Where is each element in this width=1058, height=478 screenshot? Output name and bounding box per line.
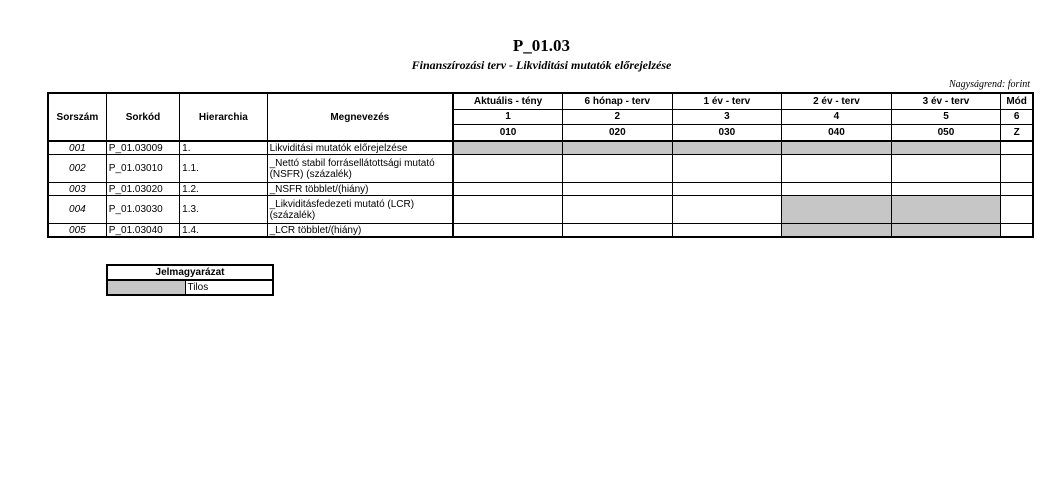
row-sorszam: 004 bbox=[48, 196, 106, 224]
input-cell[interactable] bbox=[453, 155, 563, 183]
input-cell[interactable] bbox=[782, 155, 892, 183]
unit-label: Nagyságrend: forint bbox=[948, 79, 1030, 90]
input-cell[interactable] bbox=[782, 183, 892, 196]
table-row bbox=[48, 141, 1033, 155]
row-hierarchia: 1.3. bbox=[180, 196, 267, 224]
col-number: 4 bbox=[782, 109, 892, 125]
col-number: 3 bbox=[672, 109, 782, 125]
row-hierarchia: 1.4. bbox=[180, 224, 267, 238]
legend-swatch bbox=[107, 280, 185, 295]
row-megnevezes: _NSFR többlet/(hiány) bbox=[267, 183, 453, 196]
col-header-sorkod: Sorkód bbox=[106, 93, 179, 141]
forbidden-cell bbox=[891, 141, 1001, 155]
row-mod bbox=[1001, 155, 1033, 183]
row-sorszam: 001 bbox=[48, 141, 106, 155]
input-cell[interactable] bbox=[891, 155, 1001, 183]
forbidden-cell bbox=[782, 224, 892, 238]
col-number: 1 bbox=[453, 109, 563, 125]
row-sorkod: P_01.03040 bbox=[106, 224, 179, 238]
forbidden-cell bbox=[891, 196, 1001, 224]
col-number: 2 bbox=[563, 109, 673, 125]
row-sorszam: 005 bbox=[48, 224, 106, 238]
input-cell[interactable] bbox=[453, 183, 563, 196]
form-subtitle: Finanszírozási terv - Likviditási mutatók előrejelzése bbox=[411, 58, 672, 72]
forbidden-cell bbox=[563, 141, 673, 155]
input-cell[interactable] bbox=[453, 196, 563, 224]
table-row bbox=[48, 224, 1033, 238]
row-hierarchia: 1.1. bbox=[180, 155, 267, 183]
col-code: Z bbox=[1001, 125, 1033, 141]
forbidden-cell bbox=[782, 196, 892, 224]
input-cell[interactable] bbox=[563, 224, 673, 238]
form-code-title: P_01.03 bbox=[512, 36, 571, 55]
row-sorkod: P_01.03009 bbox=[106, 141, 179, 155]
col-code: 030 bbox=[672, 125, 782, 141]
forbidden-cell bbox=[672, 141, 782, 155]
input-cell[interactable] bbox=[563, 183, 673, 196]
row-megnevezes: Likviditási mutatók előrejelzése bbox=[267, 141, 453, 155]
row-megnevezes: _Nettó stabil forrásellátottsági mutató (NSFR) (százalék) bbox=[267, 155, 453, 183]
col-header-6-honap: 6 hónap - terv bbox=[563, 93, 673, 109]
row-megnevezes: _Likviditásfedezeti mutató (LCR) (százalék) bbox=[267, 196, 453, 224]
table-row bbox=[48, 183, 1033, 196]
col-header-megnevezes: Megnevezés bbox=[267, 93, 453, 141]
forbidden-cell bbox=[891, 224, 1001, 238]
legend-table bbox=[106, 264, 274, 296]
input-cell[interactable] bbox=[563, 196, 673, 224]
col-code: 010 bbox=[453, 125, 563, 141]
row-sorszam: 002 bbox=[48, 155, 106, 183]
col-header-2-ev: 2 év - terv bbox=[782, 93, 892, 109]
col-header-aktualis: Aktuális - tény bbox=[453, 93, 563, 109]
input-cell[interactable] bbox=[672, 155, 782, 183]
legend-label: Tilos bbox=[185, 280, 273, 295]
forbidden-cell bbox=[782, 141, 892, 155]
input-cell[interactable] bbox=[563, 155, 673, 183]
col-code: 050 bbox=[891, 125, 1001, 141]
row-hierarchia: 1.2. bbox=[180, 183, 267, 196]
row-sorkod: P_01.03010 bbox=[106, 155, 179, 183]
input-cell[interactable] bbox=[672, 196, 782, 224]
row-mod bbox=[1001, 196, 1033, 224]
table-row bbox=[48, 155, 1033, 183]
row-sorszam: 003 bbox=[48, 183, 106, 196]
col-header-mod: Mód bbox=[1001, 93, 1033, 109]
forbidden-cell bbox=[453, 141, 563, 155]
col-number: 5 bbox=[891, 109, 1001, 125]
row-mod bbox=[1001, 141, 1033, 155]
col-code: 020 bbox=[563, 125, 673, 141]
liquidity-forecast-table bbox=[47, 92, 1034, 238]
row-mod bbox=[1001, 224, 1033, 238]
col-code: 040 bbox=[782, 125, 892, 141]
col-header-3-ev: 3 év - terv bbox=[891, 93, 1001, 109]
legend-title: Jelmagyarázat bbox=[107, 265, 273, 280]
row-sorkod: P_01.03020 bbox=[106, 183, 179, 196]
input-cell[interactable] bbox=[672, 183, 782, 196]
row-hierarchia: 1. bbox=[180, 141, 267, 155]
col-number: 6 bbox=[1001, 109, 1033, 125]
row-megnevezes: _LCR többlet/(hiány) bbox=[267, 224, 453, 238]
row-mod bbox=[1001, 183, 1033, 196]
input-cell[interactable] bbox=[891, 183, 1001, 196]
input-cell[interactable] bbox=[672, 224, 782, 238]
row-sorkod: P_01.03030 bbox=[106, 196, 179, 224]
table-row bbox=[48, 196, 1033, 224]
col-header-hierarchia: Hierarchia bbox=[180, 93, 267, 141]
input-cell[interactable] bbox=[453, 224, 563, 238]
col-header-1-ev: 1 év - terv bbox=[672, 93, 782, 109]
col-header-sorszam: Sorszám bbox=[48, 93, 106, 141]
